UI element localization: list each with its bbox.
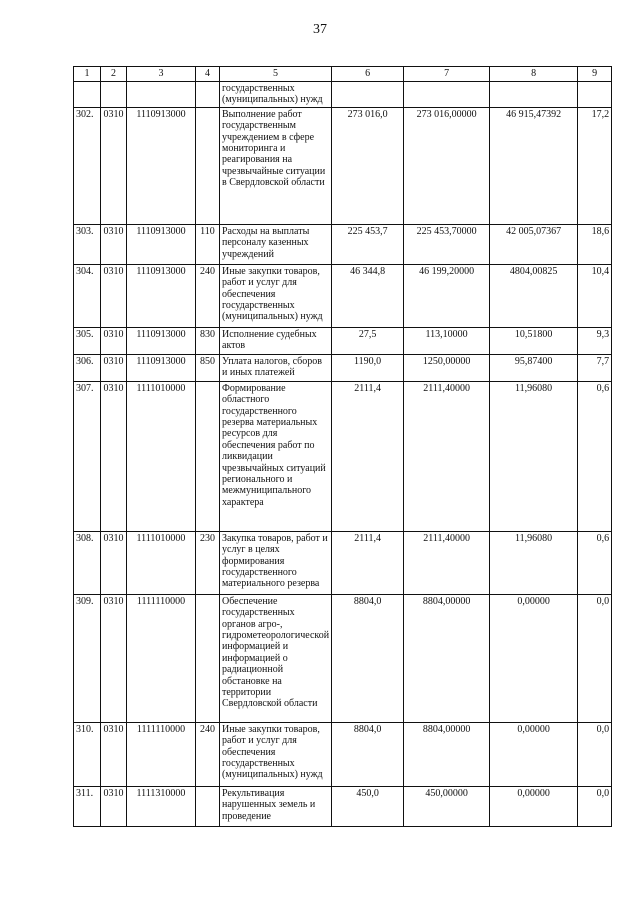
budget-allocation: 46 199,20000 xyxy=(404,264,490,327)
item-name: Обеспечение государственных органов агро-, гидрометеорологической информацией и информацией о радиационной обстановке на территории Свердловской области xyxy=(220,594,332,722)
item-name: Закупка товаров, работ и услуг в целях формирования государственного материального резерва xyxy=(220,531,332,594)
target-article-code: 1111310000 xyxy=(127,786,196,826)
table-row xyxy=(74,107,612,224)
planned-amount xyxy=(332,82,404,108)
target-article-code: 1111010000 xyxy=(127,381,196,531)
section-code: 0310 xyxy=(101,327,127,354)
section-code: 0310 xyxy=(101,381,127,531)
expense-type-code: 830 xyxy=(196,327,220,354)
executed-amount: 11,96080 xyxy=(490,531,578,594)
section-code: 0310 xyxy=(101,264,127,327)
executed-amount: 42 005,07367 xyxy=(490,224,578,264)
row-number: 304. xyxy=(74,264,101,327)
target-article-code: 1110913000 xyxy=(127,327,196,354)
expense-type-code xyxy=(196,107,220,224)
row-number: 311. xyxy=(74,786,101,826)
executed-amount: 46 915,47392 xyxy=(490,107,578,224)
executed-amount: 0,00000 xyxy=(490,594,578,722)
execution-percent: 0,6 xyxy=(578,531,612,594)
planned-amount: 8804,0 xyxy=(332,594,404,722)
row-number: 307. xyxy=(74,381,101,531)
execution-percent: 0,0 xyxy=(578,722,612,786)
budget-allocation: 113,10000 xyxy=(404,327,490,354)
expense-type-code xyxy=(196,594,220,722)
row-number: 309. xyxy=(74,594,101,722)
header-cell: 3 xyxy=(127,67,196,82)
header-row xyxy=(74,67,612,82)
executed-amount: 11,96080 xyxy=(490,381,578,531)
table-row xyxy=(74,327,612,354)
executed-amount: 0,00000 xyxy=(490,722,578,786)
executed-amount: 4804,00825 xyxy=(490,264,578,327)
budget-allocation xyxy=(404,82,490,108)
executed-amount: 0,00000 xyxy=(490,786,578,826)
target-article-code: 1110913000 xyxy=(127,224,196,264)
table-row xyxy=(74,264,612,327)
expense-type-code: 850 xyxy=(196,354,220,381)
header-cell: 5 xyxy=(220,67,332,82)
execution-percent: 10,4 xyxy=(578,264,612,327)
section-code: 0310 xyxy=(101,224,127,264)
section-code: 0310 xyxy=(101,722,127,786)
expense-type-code xyxy=(196,82,220,108)
table-row xyxy=(74,224,612,264)
row-number: 308. xyxy=(74,531,101,594)
page-number: 37 xyxy=(313,22,327,37)
execution-percent: 0,0 xyxy=(578,594,612,722)
executed-amount: 95,87400 xyxy=(490,354,578,381)
budget-allocation: 2111,40000 xyxy=(404,531,490,594)
header-cell: 8 xyxy=(490,67,578,82)
item-name: Формирование областного государственного резерва материальных ресурсов для обеспечения работ по ликвидации чрезвычайных ситуаций регионального и межмуниципального характера xyxy=(220,381,332,531)
target-article-code xyxy=(127,82,196,108)
table-row xyxy=(74,354,612,381)
budget-allocation: 450,00000 xyxy=(404,786,490,826)
executed-amount: 10,51800 xyxy=(490,327,578,354)
item-name: Рекультивация нарушенных земель и проведение xyxy=(220,786,332,826)
header-cell: 7 xyxy=(404,67,490,82)
execution-percent: 18,6 xyxy=(578,224,612,264)
row-number: 305. xyxy=(74,327,101,354)
budget-allocation: 1250,00000 xyxy=(404,354,490,381)
target-article-code: 1110913000 xyxy=(127,264,196,327)
budget-allocation: 273 016,00000 xyxy=(404,107,490,224)
table-row xyxy=(74,594,612,722)
execution-percent: 0,6 xyxy=(578,381,612,531)
table-row xyxy=(74,722,612,786)
execution-percent: 9,3 xyxy=(578,327,612,354)
target-article-code: 1110913000 xyxy=(127,354,196,381)
item-name: Иные закупки товаров, работ и услуг для обеспечения государственных (муниципальных) нужд xyxy=(220,264,332,327)
row-number: 303. xyxy=(74,224,101,264)
section-code: 0310 xyxy=(101,594,127,722)
planned-amount: 225 453,7 xyxy=(332,224,404,264)
budget-allocation: 2111,40000 xyxy=(404,381,490,531)
header-cell: 2 xyxy=(101,67,127,82)
expense-type-code xyxy=(196,381,220,531)
header-cell: 1 xyxy=(74,67,101,82)
header-cell: 4 xyxy=(196,67,220,82)
expense-type-code: 230 xyxy=(196,531,220,594)
target-article-code: 1111110000 xyxy=(127,594,196,722)
execution-percent: 7,7 xyxy=(578,354,612,381)
table-row xyxy=(74,381,612,531)
section-code: 0310 xyxy=(101,786,127,826)
section-code xyxy=(101,82,127,108)
row-number xyxy=(74,82,101,108)
row-number: 310. xyxy=(74,722,101,786)
expense-type-code xyxy=(196,786,220,826)
planned-amount: 46 344,8 xyxy=(332,264,404,327)
planned-amount: 2111,4 xyxy=(332,531,404,594)
expense-type-code: 240 xyxy=(196,722,220,786)
planned-amount: 8804,0 xyxy=(332,722,404,786)
header-cell: 9 xyxy=(578,67,612,82)
target-article-code: 1110913000 xyxy=(127,107,196,224)
item-name: государственных (муниципальных) нужд xyxy=(220,82,332,108)
header-cell: 6 xyxy=(332,67,404,82)
execution-percent: 17,2 xyxy=(578,107,612,224)
item-name: Иные закупки товаров, работ и услуг для обеспечения государственных (муниципальных) нужд xyxy=(220,722,332,786)
execution-percent: 0,0 xyxy=(578,786,612,826)
table-row xyxy=(74,82,612,108)
planned-amount: 273 016,0 xyxy=(332,107,404,224)
item-name: Расходы на выплаты персоналу казенных учреждений xyxy=(220,224,332,264)
section-code: 0310 xyxy=(101,531,127,594)
item-name: Исполнение судебных актов xyxy=(220,327,332,354)
section-code: 0310 xyxy=(101,107,127,224)
expense-type-code: 240 xyxy=(196,264,220,327)
budget-allocation: 8804,00000 xyxy=(404,594,490,722)
table-row xyxy=(74,531,612,594)
expense-type-code: 110 xyxy=(196,224,220,264)
item-name: Уплата налогов, сборов и иных платежей xyxy=(220,354,332,381)
table-row xyxy=(74,786,612,826)
budget-allocation: 225 453,70000 xyxy=(404,224,490,264)
item-name: Выполнение работ государственным учреждением в сфере мониторинга и реагирования на чрезвычайные ситуации в Свердловской области xyxy=(220,107,332,224)
budget-allocation: 8804,00000 xyxy=(404,722,490,786)
section-code: 0310 xyxy=(101,354,127,381)
planned-amount: 450,0 xyxy=(332,786,404,826)
budget-table xyxy=(73,66,612,827)
row-number: 302. xyxy=(74,107,101,224)
execution-percent xyxy=(578,82,612,108)
executed-amount xyxy=(490,82,578,108)
planned-amount: 27,5 xyxy=(332,327,404,354)
planned-amount: 2111,4 xyxy=(332,381,404,531)
target-article-code: 1111010000 xyxy=(127,531,196,594)
target-article-code: 1111110000 xyxy=(127,722,196,786)
planned-amount: 1190,0 xyxy=(332,354,404,381)
row-number: 306. xyxy=(74,354,101,381)
